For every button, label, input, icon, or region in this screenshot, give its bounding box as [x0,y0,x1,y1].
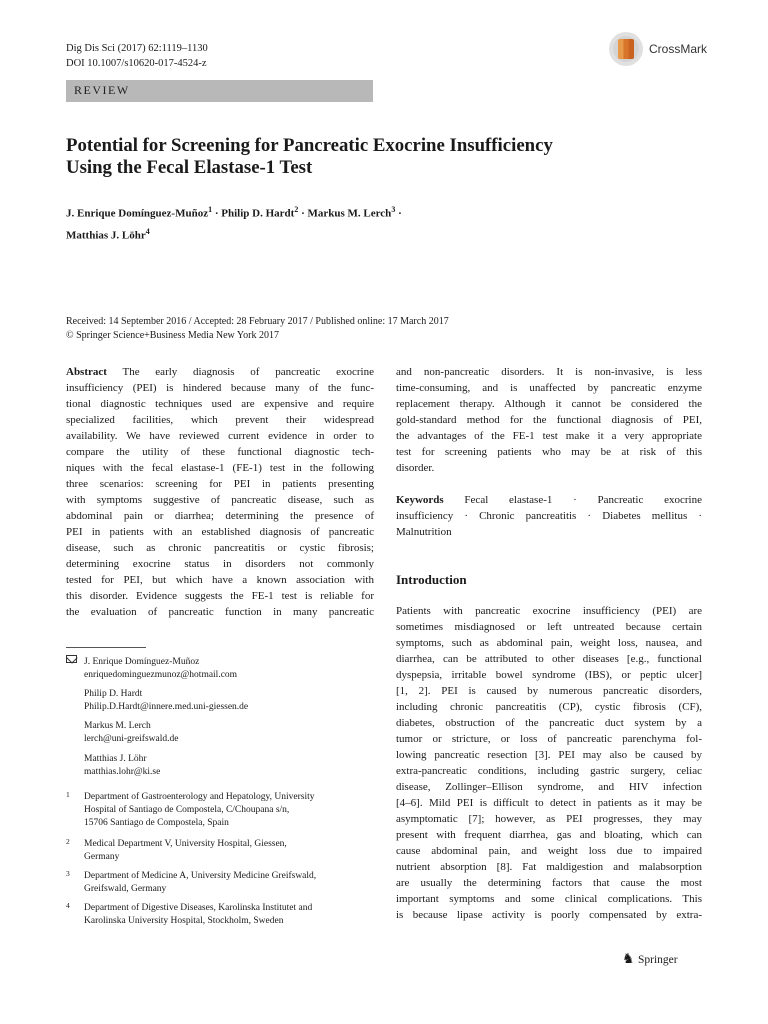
affiliation-line: Greifswald, Germany [84,884,167,894]
abstract-line: the advantages of the FE-1 test make it a very appropriate [396,430,702,442]
crossmark-label: CrossMark [649,42,708,56]
abstract-line: this disorder. Evidence suggests the FE-1 test is reliable for [66,590,374,602]
envelope-icon [66,655,77,663]
intro-line: [1, 2]. PEI is caused by numerous pancreatic disorders, [396,685,702,697]
author-name[interactable]: Matthias J. Löhr [66,229,146,242]
intro-line: diarrhea, can be attributed to other diseases [e.g., functional [396,653,702,665]
affiliation-line: Germany [84,852,120,862]
author-line [66,223,666,245]
contact-name: Philip D. Hardt [84,689,143,699]
affiliation-number: 3 [66,869,70,878]
abstract-line: PEI in patients with an established diagnosis of pancreatic [66,526,374,538]
abstract-line: availability. We have reviewed current evidence in order to [66,430,374,442]
abstract-line: three scenarios: screening for PEI in patients presenting [66,478,374,490]
affiliation-entry [84,791,374,830]
abstract-line: gold-standard method for the functional diagnosis of PEI, [396,414,702,426]
affiliation-line: Medical Department V, University Hospital, Giessen, [84,839,287,849]
publisher-logo [622,951,712,971]
contact-entry [84,656,374,682]
abstract-line: determining exocrine status in disorders not commonly [66,558,374,570]
contact-entry [84,688,374,714]
keywords-line: Keywords Fecal elastase-1 · Pancreatic exocrine [396,494,702,506]
intro-line: present with frequent diarrhea, gas and bloating, which can [396,829,702,841]
section-type-bar [66,80,373,102]
copyright-line: © Springer Science+Business Media New York 2017 [66,330,279,341]
abstract-line: the evaluation of pancreatic function in many pancreatic [66,606,374,618]
title-line: Using the Fecal Elastase-1 Test [66,157,313,178]
publication-history [66,315,706,343]
contact-name: Matthias J. Löhr [84,754,147,764]
intro-line: extra-pancreatic conditions, including gastric surgery, celiac [396,765,702,777]
affiliation-number: 4 [66,901,70,910]
contact-email[interactable]: matthias.lohr@ki.se [84,767,161,777]
contact-email[interactable]: enriquedominguezmunoz@hotmail.com [84,670,238,680]
abstract-line: abdominal pain or diarrhea; determining the presence of [66,510,374,522]
author-line [66,201,666,223]
footnote-divider [66,647,146,648]
affiliation-line: 15706 Santiago de Compostela, Spain [84,818,229,828]
abstract-label: Abstract [66,366,107,378]
journal-reference [66,41,208,71]
keywords [396,492,702,540]
abstract-line: tional diagnostic techniques used are expensive and require [66,398,374,410]
intro-line: asymptomatic [7]; however, as PEI progresses, they may [396,813,702,825]
intro-line: dyspepsia, irritable bowel syndrome (IBS), or peptic ulcer] [396,669,702,681]
abstract-continued [396,364,702,476]
contact-name: J. Enrique Domínguez-Muñoz [84,657,200,667]
intro-line: tumor or stricture, or loss of pancreatic parenchyma fol- [396,733,702,745]
crossmark-icon [609,32,643,66]
contact-entry [84,720,374,746]
intro-line: nutrient absorption [8]. Fat maldigestion and malabsorption [396,861,702,873]
crossmark-badge[interactable] [609,32,719,66]
affiliation-entry [84,902,374,928]
intro-line: sometimes misdiagnosed or left untreated because certain [396,621,702,633]
affiliation-line: Department of Digestive Diseases, Karolinska Institutet and [84,903,313,913]
section-heading-introduction: Introduction [396,572,467,587]
abstract-line: Abstract The early diagnosis of pancreatic exocrine [66,366,374,378]
author-name[interactable]: J. Enrique Domínguez-Muñoz [66,207,209,220]
intro-line: diabetes, obstruction of the pancreatic duct system by a [396,717,702,729]
contact-entry [84,753,374,779]
intro-line: is because lipase activity is poorly compensated by extra- [396,909,702,921]
title-line: Potential for Screening for Pancreatic Exocrine Insufficiency [66,135,553,156]
contact-name: Markus M. Lerch [84,721,151,731]
abstract [66,364,374,620]
intro-line: including chronic pancreatitis (CP), cystic fibrosis (CF), [396,701,702,713]
affiliation-line: Karolinska University Hospital, Stockholm, Sweden [84,916,284,926]
intro-line: are usually the determining factors that cause the most [396,877,702,889]
abstract-line: specialized facilities, which prevent their widespread [66,414,374,426]
affiliation-entry [84,838,374,864]
affiliation-entry [84,870,374,896]
contact-email[interactable]: lerch@uni-greifswald.de [84,734,179,744]
abstract-line: niques with the fecal elastase-1 (FE-1) test in the following [66,462,374,474]
doi[interactable]: DOI 10.1007/s10620-017-4524-z [66,58,207,69]
abstract-line: disease, such as chronic pancreatitis or cystic fibrosis; [66,542,374,554]
intro-line: symptoms, such as abdominal pain, weight loss, nausea, and [396,637,702,649]
author-affiliation-mark: 4 [145,226,150,236]
intro-line: Patients with pancreatic exocrine insufficiency (PEI) are [396,605,702,617]
abstract-line: disorder. [396,462,435,474]
abstract-line: tested for PEI, but which have a known association with [66,574,374,586]
intro-line: disease, Zollinger–Ellison syndrome, and HIV infection [396,781,702,793]
article-title [66,135,666,179]
keywords-line: Malnutrition [396,526,452,538]
author-separator: · [298,207,308,220]
intro-line: important symptoms and some clinical complications. This [396,893,702,905]
author-affiliation-mark: 3 [391,205,396,214]
abstract-line: replacement therapy. Although it cannot be considered the [396,398,702,410]
affiliation-line: Hospital of Santiago de Compostela, C/Choupana s/n, [84,805,290,815]
author-name[interactable]: Markus M. Lerch [307,207,392,220]
affiliation-line: Department of Gastroenterology and Hepatology, University [84,792,315,802]
author-separator: · [395,207,402,220]
affiliation-number: 2 [66,837,70,846]
publisher-name: Springer [638,954,678,966]
intro-line: lowing pancreatic resection [3]. PEI may also be caused by [396,749,702,761]
keywords-label: Keywords [396,494,444,506]
springer-horse-icon: ♞ [622,952,635,967]
keywords-line: insufficiency · Chronic pancreatitis · Diabetes mellitus · [396,510,702,522]
author-affiliation-mark: 1 [208,205,213,214]
intro-line: [4–6]. Mild PEI is difficult to detect in patients as it may be [396,797,702,809]
author-name[interactable]: Philip D. Hardt [221,207,295,220]
abstract-line: with symptoms suggestive of pancreatic disease, such as [66,494,374,506]
abstract-line: test for screening patients who may be at risk of this [396,446,702,458]
affiliation-line: Department of Medicine A, University Medicine Greifswald, [84,871,317,881]
introduction-body [396,603,702,923]
contact-email[interactable]: Philip.D.Hardt@innere.med.uni-giessen.de [84,702,249,712]
affiliation-number: 1 [66,790,70,799]
abstract-line: and non-pancreatic disorders. It is non-invasive, is less [396,366,702,378]
intro-line: cause abdominal pain, and weight loss due to impaired [396,845,702,857]
author-list [66,201,666,244]
abstract-line: insufficiency (PEI) is hindered because many of the func- [66,382,374,394]
journal-citation: Dig Dis Sci (2017) 62:1119–1130 [66,43,208,54]
abstract-line: compare the utility of these functional diagnostic tech- [66,446,374,458]
abstract-line: time-consuming, and is unaffected by pancreatic enzyme [396,382,702,394]
author-affiliation-mark: 2 [294,205,299,214]
author-separator: · [212,207,222,220]
dates-line: Received: 14 September 2016 / Accepted: 28 February 2017 / Published online: 17 March 2017 [66,316,449,327]
section-type-label: REVIEW [74,83,130,97]
